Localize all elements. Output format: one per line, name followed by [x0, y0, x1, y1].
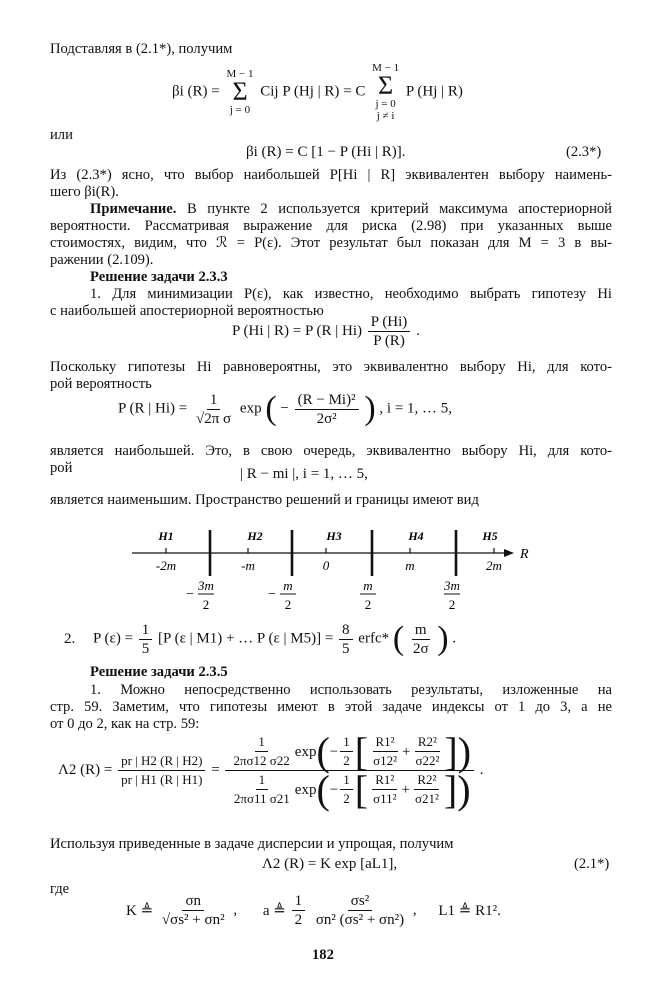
solution-1-line-2: с наибольшей апостериорной вероятностью	[50, 303, 324, 319]
m-over-2sigma-fraction	[410, 622, 432, 657]
density-ratio-fraction	[118, 753, 205, 788]
sum1-upper-limit: M − 1	[226, 68, 254, 80]
right-paren: )	[437, 620, 449, 657]
note-line-3: стоимостях, видим, что ℛ = P(ε). Этот результат был показан для M = 3 в вы-	[50, 235, 612, 251]
k-definition-label: K ≜	[126, 903, 154, 919]
r1-over-s11	[370, 772, 399, 807]
r1-squared: R1²	[373, 734, 398, 752]
right-bracket: ]	[444, 728, 458, 774]
sigma22-squared: σ22²	[415, 753, 440, 768]
left-paren: (	[392, 620, 405, 657]
eight-fifths-denominator: 5	[342, 640, 350, 657]
decision-space-diagram	[0, 518, 662, 618]
sigma-symbol: Σ	[232, 77, 248, 106]
r1-squared: R1²	[372, 772, 397, 790]
axis-tick-label: -2m	[155, 558, 177, 573]
paragraph-2-line-2: шего βi(R).	[50, 184, 119, 200]
plus-sign: +	[401, 781, 410, 798]
r1-over-s12	[370, 734, 400, 769]
solution-3-line-1: является наибольшей. Это, в свою очередь, эквивалентно выбору Hi, для кото-	[50, 443, 612, 459]
boundary-numerator: 3m	[198, 578, 214, 593]
boundary-numerator: m	[283, 578, 293, 593]
equation-definitions	[126, 893, 501, 928]
sigma21-squared: σ21²	[414, 791, 439, 806]
boundary-numerator: 3m	[444, 578, 460, 593]
right-paren: )	[457, 728, 472, 774]
norm-const-2	[230, 734, 292, 769]
sum2-exclusion: j ≠ i	[376, 110, 395, 122]
gaussian-ratio-denominator	[226, 766, 474, 812]
solution-6-line: Используя приведенные в задаче дисперсии и упрощая, получим	[50, 836, 454, 852]
solution-5-line-1: 1. Можно непосредственно использовать результаты, изложенные на	[90, 682, 612, 698]
paragraph-intro: Подставляя в (2.1*), получим	[50, 41, 233, 57]
r2-squared: R2²	[415, 734, 440, 752]
one-fifth-numerator: 1	[139, 622, 153, 640]
hypothesis-label: H1	[158, 529, 174, 543]
a-half-numerator: 1	[292, 893, 306, 911]
axis-tick-label: 0	[322, 558, 330, 573]
one-fifth-denominator: 5	[141, 640, 150, 657]
equation-number-2-1: (2.1*)	[574, 856, 610, 872]
solution-1-line-1: 1. Для минимизации P(ε), как известно, необходимо выбрать гипотезу Hi	[90, 286, 612, 302]
boundary-denominator: 2	[448, 597, 456, 612]
l1-definition: L1 ≜ R1².	[438, 903, 501, 919]
exp-function: exp	[294, 743, 317, 760]
sum1-lower-limit: j = 0	[229, 104, 251, 116]
norm-const-1-denominator: 2πσ11 σ21	[233, 791, 290, 806]
boundary-sign: −	[186, 587, 194, 602]
gaussian-exp-denominator: 2σ²	[316, 410, 337, 427]
r-axis-arrow	[504, 549, 514, 557]
note-line-2: вероятности. Рассматривая выражение для риска (2.98) при указанных выше	[50, 218, 612, 234]
solution-3-line-2: рой	[50, 460, 73, 476]
a-definition-label: a ≜	[262, 903, 286, 919]
hypothesis-label: H5	[482, 529, 498, 543]
half-numerator: 1	[340, 734, 353, 752]
solution-2-line-2: рой вероятность	[50, 376, 152, 392]
right-paren: )	[457, 766, 471, 812]
exp-function: exp	[239, 400, 262, 417]
gaussian-ratio-fraction	[225, 728, 474, 812]
half-fraction	[340, 772, 353, 807]
half-fraction	[340, 734, 353, 769]
word-ili: или	[50, 127, 73, 143]
likelihood-ratio-lhs: Λ2 (R) =	[58, 762, 113, 778]
bayes-denominator: P (R)	[373, 333, 405, 349]
word-gde: где	[50, 881, 70, 897]
note-text-1: В пункте 2 используется критерий максимума апостериорной	[186, 201, 612, 217]
note-label: Примечание.	[90, 201, 177, 217]
equation-likelihood-ratio	[58, 728, 484, 812]
k-denominator: √σs² + σn²	[161, 912, 225, 928]
plus-sign: +	[402, 743, 411, 760]
sum-operator-1	[227, 68, 254, 116]
density-ratio-numerator: pr | H2 (R | H2)	[118, 753, 205, 771]
bayes-lhs: P (Hi | R) = P (R | Hi)	[232, 323, 363, 339]
boundary-denominator: 2	[202, 597, 210, 612]
eight-fifths-numerator: 8	[339, 622, 353, 640]
right-paren: )	[364, 390, 376, 427]
equation-distance: | R − mi |, i = 1, … 5,	[240, 466, 368, 482]
gaussian-norm-denominator: √2π σ	[196, 410, 232, 427]
sum2-lower-limit: j = 0	[375, 98, 396, 110]
error-prob-lhs: P (ε) =	[93, 630, 134, 647]
paragraph-2-line-1: Из (2.3*) ясно, что выбор наибольшей P[Hi | R] эквивалентен выбору наимень-	[50, 167, 612, 183]
gaussian-index-range: , i = 1, … 5,	[379, 400, 453, 417]
gaussian-exp-numerator: (R − Mi)²	[295, 392, 359, 410]
sigma11-squared: σ11²	[373, 791, 397, 806]
page-number: 182	[312, 947, 334, 963]
comma-separator: ,	[412, 902, 417, 918]
solution-5-line-3: от 0 до 2, как на стр. 59:	[50, 716, 200, 732]
equals-sign: =	[211, 762, 220, 778]
a-variance-denominator: σn² (σs² + σn²)	[315, 912, 405, 928]
sigma12-squared: σ12²	[373, 753, 397, 768]
minus-sign: −	[329, 781, 339, 798]
axis-tick-label: m	[405, 558, 415, 573]
bayes-numerator: P (Hi)	[368, 314, 411, 332]
gaussian-ratio-numerator	[225, 728, 474, 774]
equation-bayes	[232, 314, 420, 349]
comma-separator: ,	[233, 902, 238, 918]
norm-const-2-denominator: 2πσ12 σ22	[233, 753, 290, 768]
norm-const-1	[231, 772, 293, 807]
gaussian-norm-fraction	[193, 392, 234, 427]
hypothesis-label: H3	[326, 529, 342, 543]
left-paren: (	[265, 390, 277, 427]
exp-function: exp	[294, 781, 317, 798]
sum2-upper-limit: M − 1	[372, 62, 400, 74]
a-half-denominator: 2	[294, 912, 303, 928]
half-denominator: 2	[343, 791, 350, 806]
bayes-period: .	[416, 323, 420, 339]
axis-tick-label: 2m	[486, 558, 502, 573]
eq1-lhs: βi (R) =	[172, 83, 220, 100]
left-bracket: [	[354, 766, 369, 812]
m-over-2sigma-numerator: m	[412, 622, 430, 640]
left-paren: (	[316, 766, 330, 812]
item-number-2: 2.	[64, 630, 76, 647]
minus-sign: −	[280, 400, 289, 417]
equation-beta-sum	[172, 62, 463, 122]
section-heading-2-3-5: Решение задачи 2.3.5	[90, 664, 228, 680]
sigma-symbol: Σ	[378, 71, 394, 100]
hypothesis-label: H2	[247, 529, 263, 543]
r2-over-s21	[412, 772, 442, 807]
gaussian-lhs: P (R | Hi) =	[118, 400, 188, 417]
density-ratio-denominator: pr | H1 (R | H1)	[121, 772, 203, 787]
eq1-rhs: P (Hj | R)	[405, 83, 463, 100]
k-fraction	[159, 893, 228, 928]
equation-number-2-3: (2.3*)	[566, 144, 602, 160]
norm-const-2-numerator: 1	[255, 734, 268, 752]
a-variance-fraction	[313, 893, 407, 928]
error-prob-sum: [P (ε | M1) + … P (ε | M5)] =	[158, 630, 334, 647]
equation-gaussian	[118, 390, 452, 428]
hypothesis-label: H4	[408, 529, 424, 543]
note-line-1	[90, 200, 612, 218]
a-half-fraction	[292, 893, 306, 928]
m-over-2sigma-denominator: 2σ	[412, 640, 429, 657]
left-paren: (	[316, 728, 330, 774]
error-prob-period: .	[452, 630, 457, 647]
solution-5-line-2: стр. 59. Заметим, что гипотезы имеют в этой задаче индексы от 1 до 3, а не	[50, 699, 612, 715]
r2-squared: R2²	[414, 772, 439, 790]
norm-const-1-numerator: 1	[256, 772, 269, 790]
erfc-function: erfc*	[358, 630, 390, 647]
one-fifth-fraction	[139, 622, 153, 657]
left-bracket: [	[354, 728, 369, 774]
section-heading-2-3-3: Решение задачи 2.3.3	[90, 269, 228, 285]
bayes-fraction	[368, 314, 411, 349]
axis-tick-label: -m	[241, 558, 255, 573]
eight-fifths-fraction	[339, 622, 353, 657]
boundary-numerator: m	[363, 578, 373, 593]
eq1-mid: Cij P (Hj | R) = C	[260, 83, 366, 100]
boundary-denominator: 2	[364, 597, 372, 612]
solution-4-line: является наименьшим. Пространство решений и границы имеют вид	[50, 492, 479, 508]
solution-2-line-1: Поскольку гипотезы Hi равновероятны, это эквивалентно выбору Hi, для кото-	[50, 359, 612, 375]
equation-2-3: βi (R) = C [1 − P (Hi | R)].	[246, 144, 406, 160]
right-bracket: ]	[443, 766, 458, 812]
a-variance-numerator: σs²	[348, 893, 372, 911]
half-numerator: 1	[340, 772, 353, 790]
r2-over-s22	[412, 734, 442, 769]
sum-operator-2	[372, 62, 399, 122]
r-axis-label: R	[520, 547, 529, 562]
k-numerator: σn	[182, 893, 204, 911]
boundary-sign: −	[268, 587, 276, 602]
gaussian-norm-numerator: 1	[207, 392, 221, 410]
equation-error-probability	[64, 620, 456, 658]
boundary-denominator: 2	[284, 597, 292, 612]
likelihood-period: .	[479, 762, 484, 778]
gaussian-exp-fraction	[295, 392, 359, 427]
note-line-4: ражении (2.109).	[50, 252, 154, 268]
equation-2-1: Λ2 (R) = K exp [aL1],	[262, 856, 398, 872]
minus-sign: −	[329, 743, 339, 760]
half-denominator: 2	[343, 753, 350, 768]
